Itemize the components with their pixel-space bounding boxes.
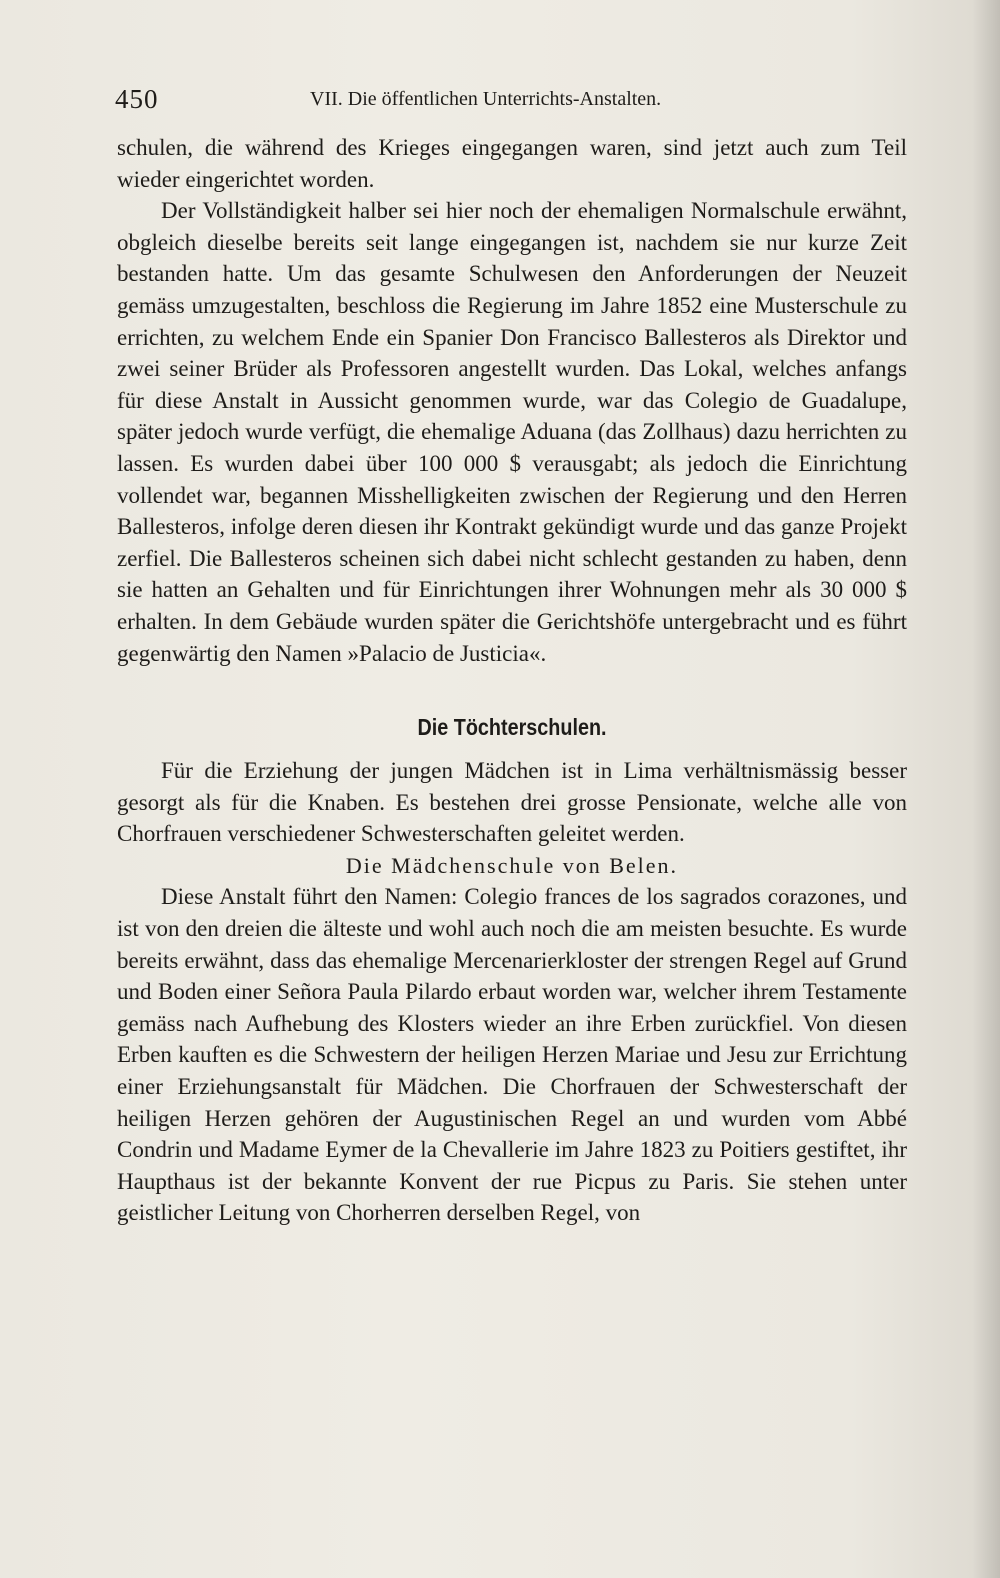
page-header: [115, 84, 895, 118]
paragraph-continuation: schulen, die während des Krieges eingegangen waren, sind jetzt auch zum Teil wieder eingerichtet worden.: [117, 135, 907, 192]
subheading: Die Mädchenschule von Belen.: [345, 852, 679, 878]
page-number: 450: [115, 84, 159, 114]
paragraph-normalschule: Der Vollständigkeit halber sei hier noch der ehemaligen Normalschule erwähnt, obgleich dieselbe bereits seit lange eingegangen ist, nachdem sie nur kurze Zeit bestanden hatte. Um das gesamte Schulwesen den Anforderungen der Neuzeit gemäss umzugestalten, beschloss die Regierung im Jahre 1852 eine Musterschule zu errichten, zu welchem Ende ein Spanier Don Francisco Ballesteros als Direktor und zwei seiner Brüder als Professoren angestellt wurden. Das Lokal, welches anfangs für diese Anstalt in Aussicht genommen wurde, war das Colegio de Guadalupe, später jedoch wurde verfügt, die ehemalige Aduana (das Zollhaus) dazu herrichten zu lassen. Es wurden dabei über 100 000 $ verausgabt; als jedoch die Einrichtung vollendet war, begannen Misshelligkeiten zwischen der Regierung und den Herren Ballesteros, infolge deren diesen ihr Kontrakt gekündigt wurde und das ganze Projekt zerfiel. Die Ballesteros scheinen sich dabei nicht schlecht gestanden zu haben, denn sie hatten an Gehalten und für Einrichtungen ihrer Wohnungen mehr als 30 000 $ erhalten. In dem Gebäude wurden später die Gerichtshöfe untergebracht und es führt gegenwärtig den Namen »Palacio de Justicia«.: [117, 198, 907, 666]
paragraph-belen: Diese Anstalt führt den Namen: Colegio frances de los sagrados corazones, und ist von den dreien die älteste und wohl auch noch die am meisten besuchte. Es wurde bereits erwähnt, dass das ehemalige Mercenarierkloster der strengen Regel auf Grund und Boden einer Señora Paula Pilardo erbaut worden war, welcher ihrem Testamente gemäss nach Aufhebung des Klosters wieder an ihre Erben zurückfiel. Von diesen Erben kauften es die Schwestern der heiligen Herzen Mariae und Jesu zur Errichtung einer Erziehungsanstalt für Mädchen. Die Chorfrauen der Schwesterschaft der heiligen Herzen gehören der Augustinischen Regel an und wurden vom Abbé Condrin und Madame Eymer de la Chevallerie im Jahre 1823 zu Poitiers gestiftet, ihr Haupthaus ist der bekannte Konvent der rue Picpus zu Paris. Sie stehen unter geistlicher Leitung von Chorherren derselben Regel, von: [117, 884, 907, 1226]
section-heading: Die Töchterschulen.: [417, 714, 607, 741]
page-body: [117, 132, 907, 1229]
page-edge-shadow: [972, 0, 1000, 1578]
paragraph-toechterschulen: Für die Erziehung der jungen Mädchen ist in Lima verhältnismässig besser gesorgt als für die Knaben. Es bestehen drei grosse Pensionate, welche alle von Chorfrauen verschiedener Schwesterschaften geleitet werden.: [117, 758, 907, 847]
running-head: VII. Die öffentlichen Unterrichts-Anstalten.: [310, 88, 662, 110]
